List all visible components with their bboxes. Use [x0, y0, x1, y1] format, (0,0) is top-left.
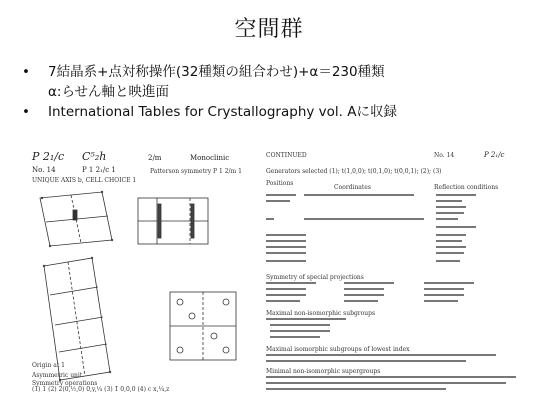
- reflection-conditions-label: Reflection conditions: [434, 184, 499, 191]
- projections-label: Symmetry of special projections: [266, 274, 364, 281]
- scan-page-left: [30, 150, 258, 392]
- crystal-system: Monoclinic: [190, 154, 230, 162]
- full-symbol: P 1 2₁/c 1: [82, 166, 116, 174]
- coordinates-label: Coordinates: [334, 184, 371, 191]
- bullet-marker: •: [22, 64, 30, 80]
- continued-label: CONTINUED: [266, 152, 307, 159]
- bullet-list: [22, 62, 527, 122]
- space-group-symbol: P 2₁/c: [484, 151, 505, 159]
- bullet-text: International Tables for Crystallography vol. Aに収録: [48, 104, 397, 120]
- bullet-subtext: α:らせん軸と映進面: [48, 84, 170, 100]
- bullet-item: [22, 102, 527, 122]
- generators-line: Generators selected (1); t(1,0,0); t(0,1,0); t(0,0,1); (2); (3): [266, 168, 442, 175]
- origin-label: Origin at 1: [32, 362, 65, 369]
- isomorphic-subgroups-label: Maximal isomorphic subgroups of lowest index: [266, 346, 410, 353]
- subgroups-label: Maximal non-isomorphic subgroups: [266, 310, 376, 317]
- space-group-number: No. 14: [32, 166, 56, 174]
- positions-label: Positions: [266, 180, 294, 187]
- point-group: 2/m: [148, 154, 162, 162]
- asymmetric-unit-label: Asymmetric unit: [32, 372, 83, 379]
- slide-title: 空間群: [234, 17, 304, 42]
- patterson-symmetry: Patterson symmetry P 1 2/m 1: [150, 168, 242, 175]
- schoenflies-symbol: C⁵₂h: [82, 150, 107, 163]
- bullet-item: [22, 62, 527, 82]
- symmetry-diagrams: [30, 150, 258, 392]
- scan-text-lines: [264, 150, 522, 392]
- symmetry-operations-label: Symmetry operations: [32, 380, 98, 387]
- bullet-marker: •: [22, 104, 30, 120]
- setting-note: UNIQUE AXIS b, CELL CHOICE 1: [32, 177, 137, 184]
- supergroups-label: Minimal non-isomorphic supergroups: [266, 368, 381, 375]
- space-group-symbol: P 2₁/c: [32, 150, 65, 163]
- space-group-number: No. 14: [434, 152, 455, 159]
- scan-page-right: [264, 150, 522, 392]
- bullet-text: 7結晶系+点対称操作(32種類の組合わせ)+α＝230種類: [48, 64, 385, 80]
- symmetry-operations: (1) 1 (2) 2(0,½,0) 0,y,¼ (3) 1̄ 0,0,0 (4) c x,¼,z: [32, 386, 170, 392]
